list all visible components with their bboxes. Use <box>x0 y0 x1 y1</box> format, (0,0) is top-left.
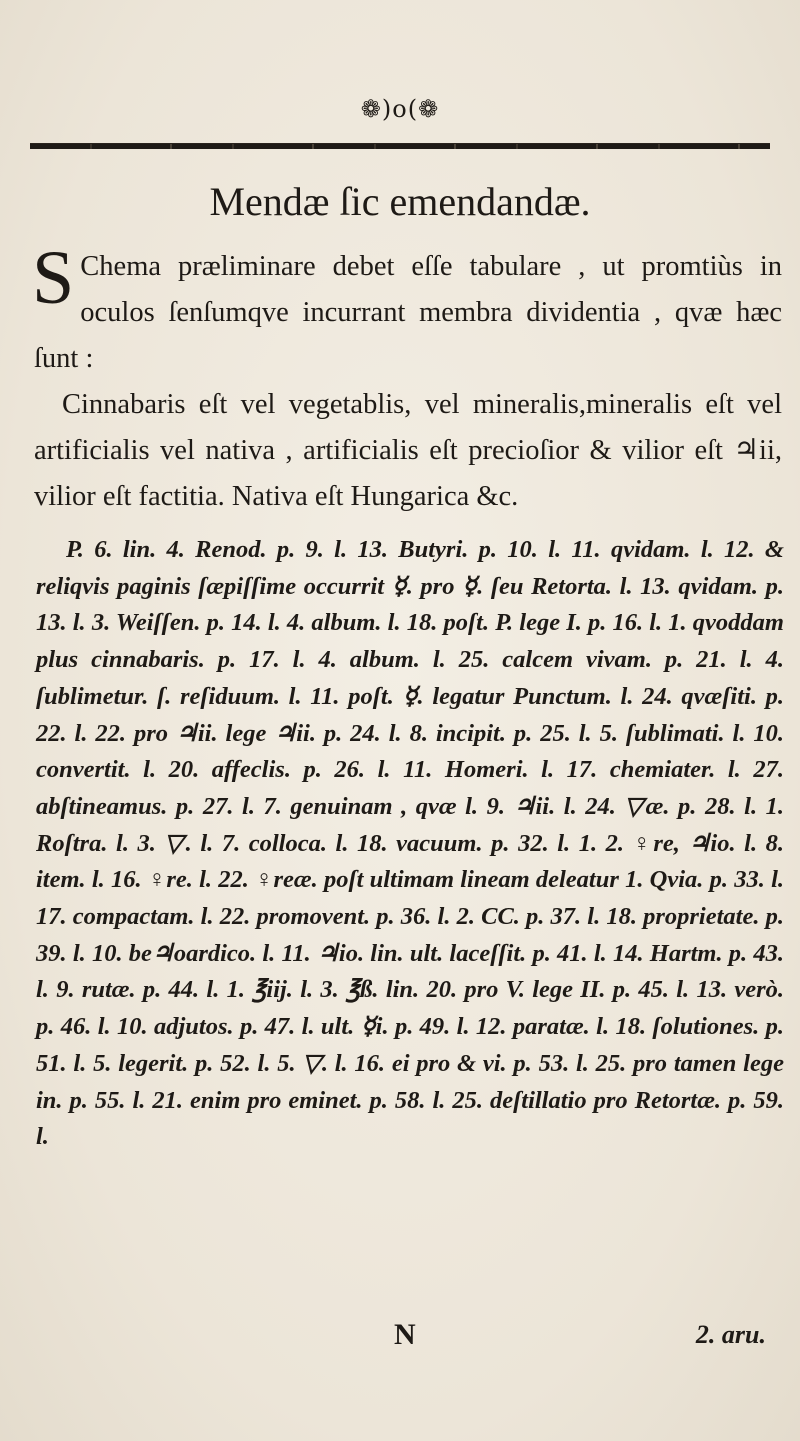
intro-paragraph-2: Cinnabaris eſt vel vegetablis, vel mineralis,mineralis eſt vel artificialis vel nativa , artificialis eſt precioſior & vilior eſt ♃ii, vilior eſt factitia. Nativa eſt Hungarica &c. <box>34 389 782 512</box>
intro-text <box>32 236 782 520</box>
drop-capital: S <box>32 236 75 320</box>
page-footer <box>36 1318 766 1358</box>
ornamental-rule <box>30 143 770 149</box>
ornamental-headpiece: ❁)o(❁ <box>360 95 440 123</box>
intro-paragraph-1: Chema præliminare debet eſſe tabulare , ut promtiùs in oculos ſenſumqve incurrant membra dividentia , qvæ hæc ſunt : <box>34 251 782 374</box>
page-title: Mendæ ſic emendandæ. <box>209 179 591 224</box>
errata-list: P. 6. lin. 4. Renod. p. 9. l. 13. Butyri. p. 10. l. 11. qvidam. l. 12. & reliqvis paginis ſæpiſſime occurrit ☿. pro ☿. ſeu Retorta. l. 13. qvidam. p. 13. l. 3. Weiſſen. p. 14. l. 4. album. l. 18. poſt. P. lege I. p. 16. l. 1. qvoddam plus cinnabaris. p. 17. l. 4. album. l. 25. calcem vivam. p. 21. l. 4. ſublimetur. ſ. reſiduum. l. 11. poſt. ☿. legatur Punctum. l. 24. qvæſiti. p. 22. l. 22. pro ♃ii. lege ♃ii. p. 24. l. 8. incipit. p. 25. l. 5. ſublimati. l. 10. convertit. l. 20. affeclis. p. 26. l. 11. Homeri. l. 17. chemiater. l. 27. abſtineamus. p. 27. l. 7. genuinam , qvæ l. 9. ♃ii. l. 24. ▽æ. p. 28. l. 1. Roſtra. l. 3. ▽. l. 7. colloca. l. 18. vacuum. p. 32. l. 1. 2. ♀re, ♃io. l. 8. item. l. 16. ♀re. l. 22. ♀reæ. poſt ultimam lineam deleatur 1. Qvia. p. 33. l. 17. compactam. l. 22. promovent. p. 36. l. 2. CC. p. 37. l. 18. proprietate. p. 39. l. 10. be♃oardico. l. 11. ♃io. lin. ult. laceſſit. p. 41. l. 14. Hartm. p. 43. l. 9. rutæ. p. 44. l. 1. ℥iij. l. 3. ℥ß. lin. 20. pro V. lege II. p. 45. l. 13. verò. p. 46. l. 10. adjutos. p. 47. l. ult. ☿i. p. 49. l. 12. paratæ. l. 18. ſolutiones. p. 51. l. 5. legerit. p. 52. l. 5. ▽. l. 16. ei pro & vi. p. 53. l. 25. pro tamen lege in. p. 55. l. 21. enim pro eminet. p. 58. l. 25. deſtillatio pro Retortæ. p. 59. l. <box>36 536 784 1151</box>
signature-mark: N <box>394 1318 416 1351</box>
catchword: 2. aru. <box>695 1320 766 1349</box>
